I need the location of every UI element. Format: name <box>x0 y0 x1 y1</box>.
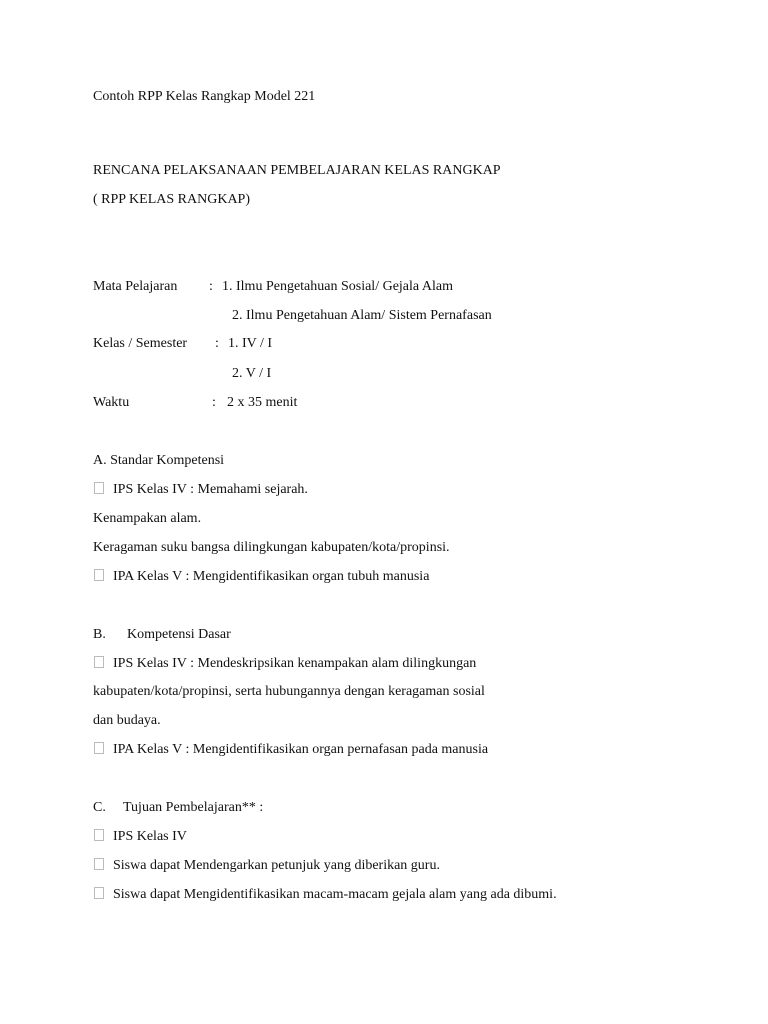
section-a-title: A. Standar Kompetensi <box>93 453 225 468</box>
section-a-line-3: Keragaman suku bangsa dilingkungan kabupaten/kota/propinsi. <box>93 540 450 555</box>
section-a-line-2: Kenampakan alam. <box>93 511 202 526</box>
section-b-item-2 <box>93 741 488 759</box>
mata-pelajaran-value-1: 1. Ilmu Pengetahuan Sosial/ Gejala Alam <box>222 279 453 294</box>
section-b-line-2: kabupaten/kota/propinsi, serta hubungannya dengan keragaman sosial <box>93 684 485 699</box>
waktu-separator: : <box>212 395 216 410</box>
section-a-item-2-text: IPA Kelas V : Mengidentifikasikan organ tubuh manusia <box>113 569 430 584</box>
kelas-semester-value-1: 1. IV / I <box>228 336 273 351</box>
section-b-title: Kompetensi Dasar <box>127 627 231 642</box>
mata-pelajaran-label: Mata Pelajaran <box>93 279 178 294</box>
section-b-line-3: dan budaya. <box>93 713 161 728</box>
section-c-item-1-text: IPS Kelas IV <box>113 829 187 844</box>
section-c-item-3 <box>93 886 557 904</box>
section-c-item-2 <box>93 857 440 875</box>
section-c-item-1 <box>93 828 187 846</box>
mata-pelajaran-value-2: 2. Ilmu Pengetahuan Alam/ Sistem Pernafasan <box>232 308 492 323</box>
bullet-box-icon <box>94 829 104 841</box>
section-b-item-1-text: IPS Kelas IV : Mendeskripsikan kenampakan alam dilingkungan <box>113 656 477 671</box>
waktu-value: 2 x 35 menit <box>227 395 298 410</box>
section-a-item-1-text: IPS Kelas IV : Memahami sejarah. <box>113 482 308 497</box>
bullet-box-icon <box>94 742 104 754</box>
bullet-box-icon <box>94 569 104 581</box>
section-a-item-1 <box>93 481 308 499</box>
mata-pelajaran-separator: : <box>209 279 213 294</box>
section-b-letter: B. <box>93 627 106 642</box>
kelas-semester-value-2: 2. V / I <box>232 366 272 381</box>
section-c-letter: C. <box>93 800 106 815</box>
bullet-box-icon <box>94 656 104 668</box>
section-a-item-2 <box>93 568 429 586</box>
bullet-box-icon <box>94 858 104 870</box>
bullet-box-icon <box>94 482 104 494</box>
section-b-item-1 <box>93 655 476 673</box>
heading-line-1: RENCANA PELAKSANAAN PEMBELAJARAN KELAS RANGKAP <box>93 163 501 178</box>
section-c-title: Tujuan Pembelajaran** : <box>123 800 264 815</box>
bullet-box-icon <box>94 887 104 899</box>
doc-title: Contoh RPP Kelas Rangkap Model 221 <box>93 89 316 104</box>
section-c-item-3-text: Siswa dapat Mengidentifikasikan macam-macam gejala alam yang ada dibumi. <box>113 887 557 902</box>
waktu-label: Waktu <box>93 395 130 410</box>
section-b-item-2-text: IPA Kelas V : Mengidentifikasikan organ pernafasan pada manusia <box>113 742 489 757</box>
section-c-item-2-text: Siswa dapat Mendengarkan petunjuk yang diberikan guru. <box>113 858 440 873</box>
kelas-semester-separator: : <box>215 336 219 351</box>
heading-line-2: ( RPP KELAS RANGKAP) <box>93 192 251 207</box>
kelas-semester-label: Kelas / Semester <box>93 336 188 351</box>
